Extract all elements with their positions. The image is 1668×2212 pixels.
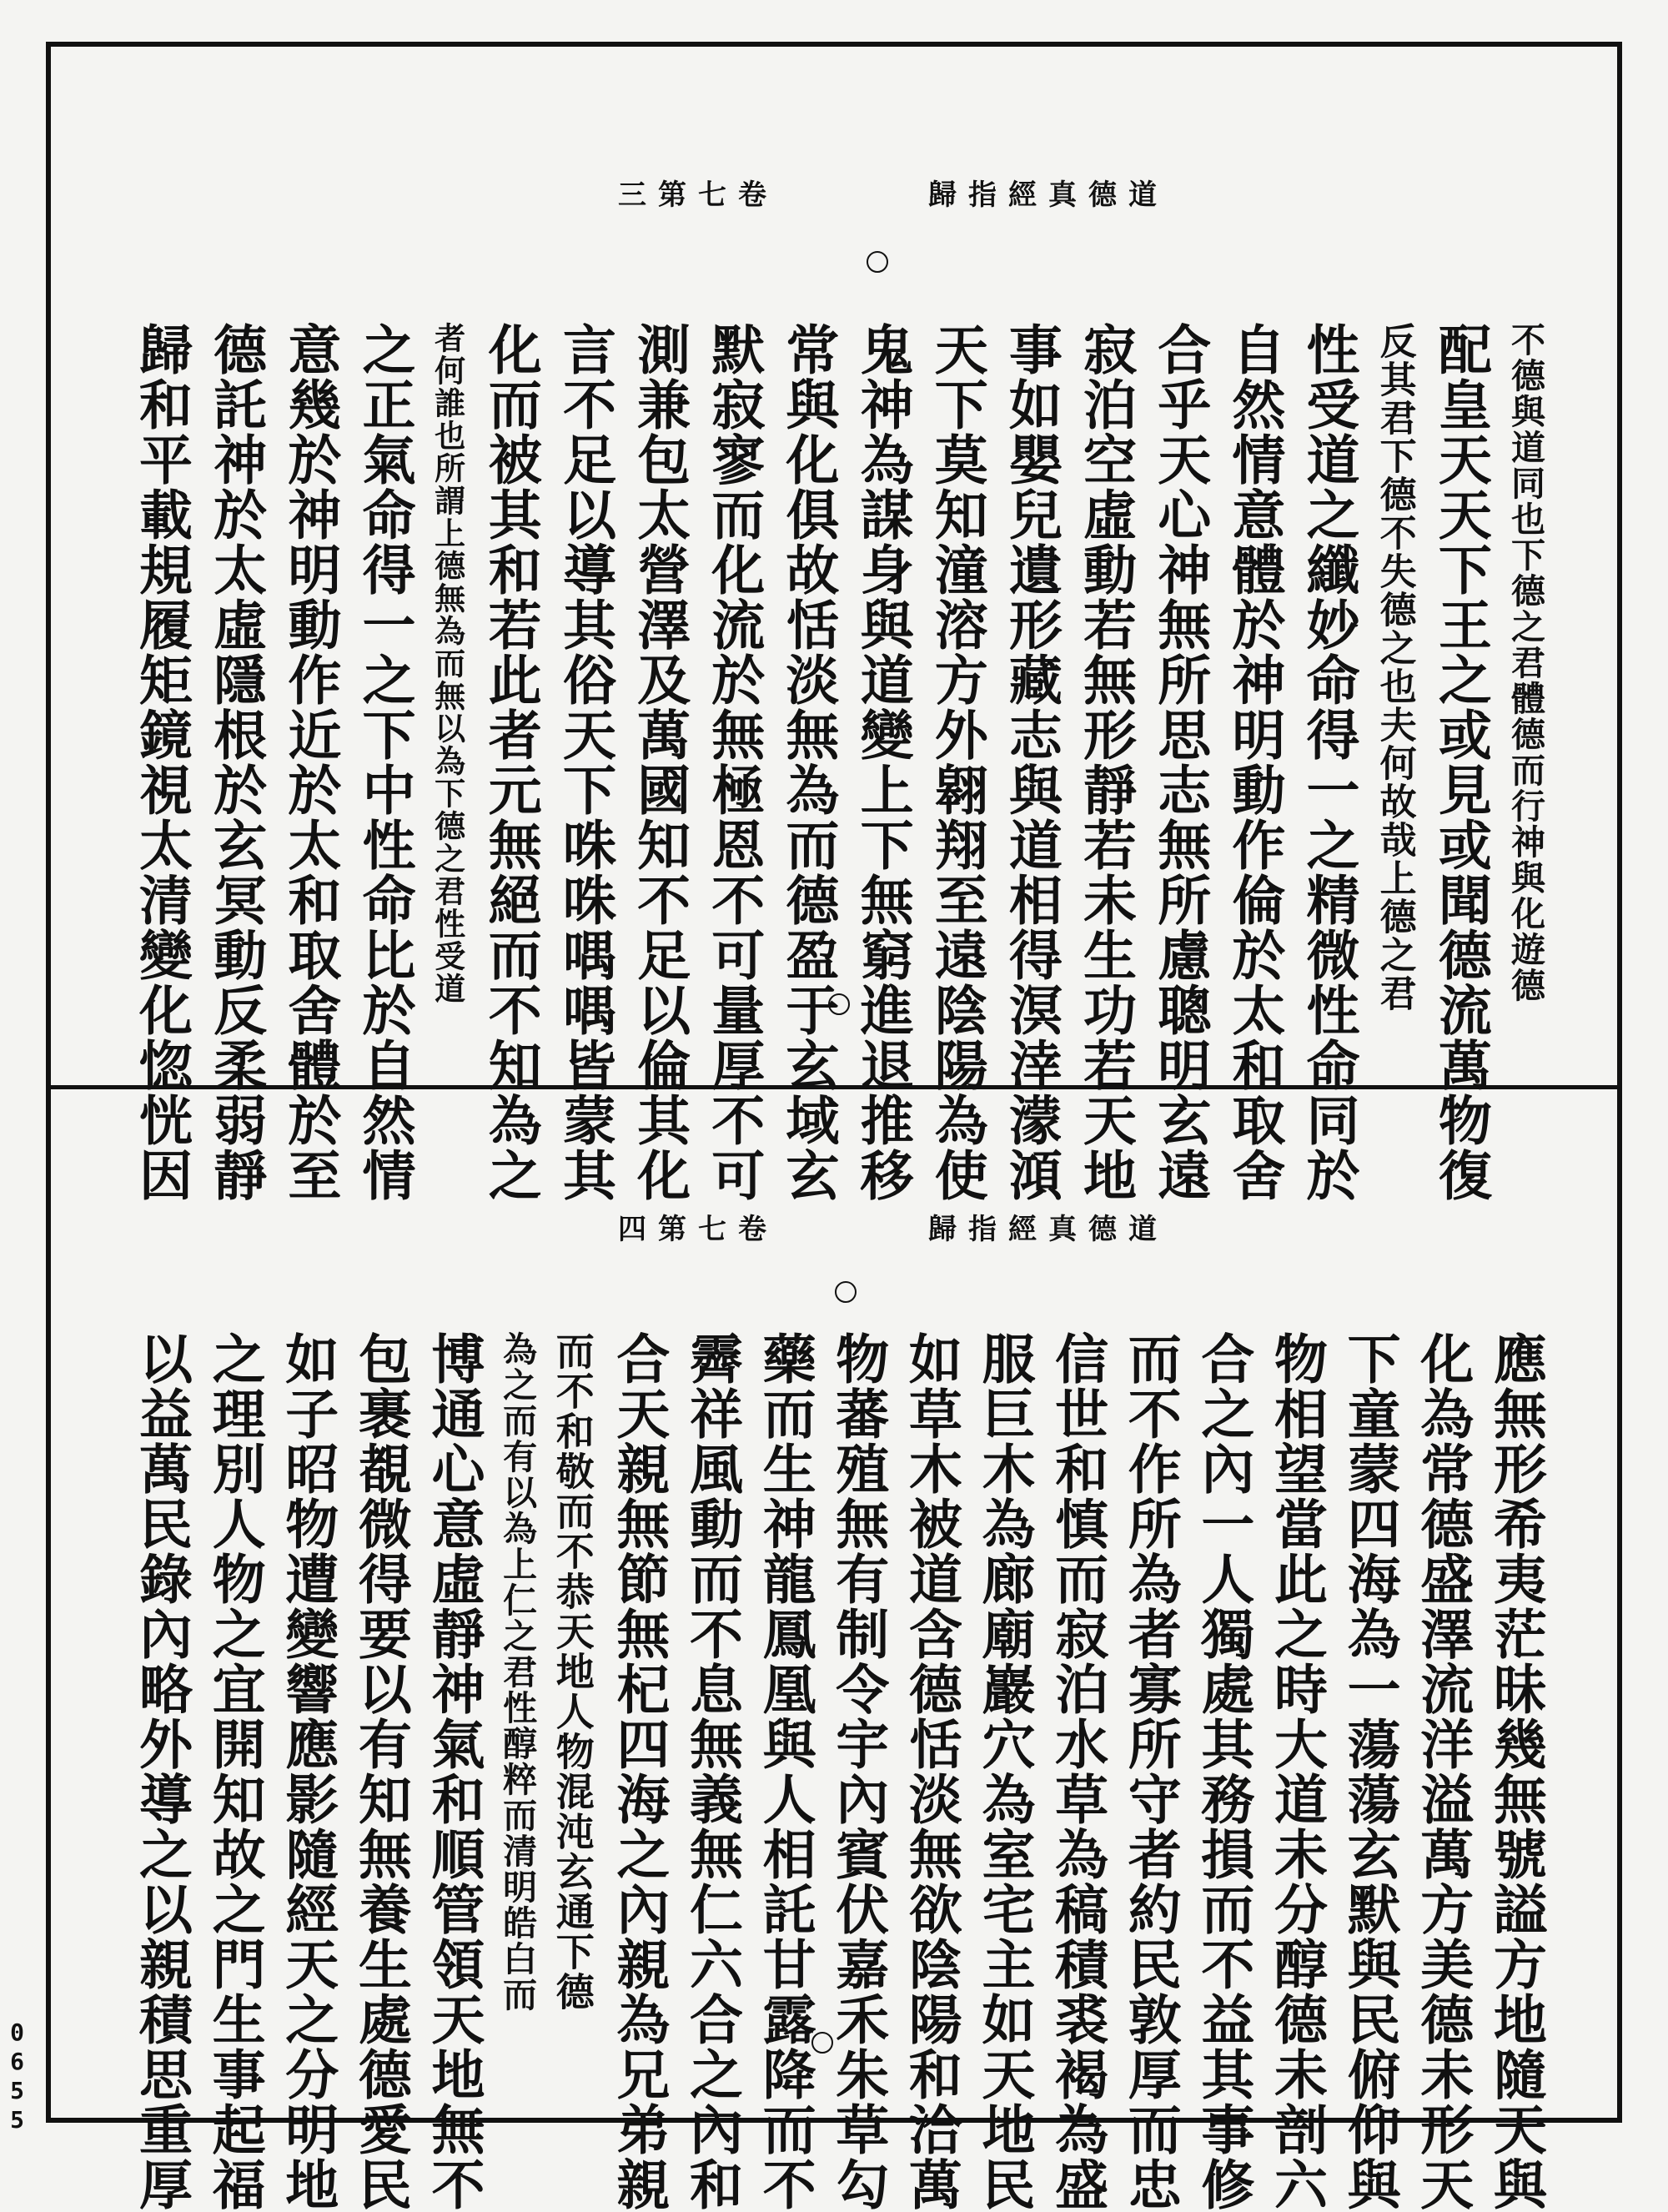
text-column: 藥而生神龍鳳凰與人相託甘露降而不 bbox=[753, 1331, 816, 2212]
text-column: 合乎天心神無所思志無所慮聰明玄遠 bbox=[1148, 322, 1212, 1203]
upper-text-columns bbox=[130, 322, 1545, 1203]
circle-mark-icon bbox=[867, 251, 888, 273]
text-column: 者何誰也所謂上德無為而無以為下德之君性受道 bbox=[429, 322, 466, 1005]
text-column: 霽祥風動而不息無義無仁六合之內和 bbox=[681, 1331, 743, 2212]
circle-mark-icon bbox=[835, 1281, 857, 1303]
text-column: 測兼包太營澤及萬國知不足以倫其化 bbox=[628, 322, 691, 1203]
text-column: 之正氣命得一之下中性命比於自然情 bbox=[353, 322, 416, 1203]
text-column: 鬼神為謀身與道變上下無窮進退推移 bbox=[851, 322, 914, 1203]
text-column: 服巨木為廊廟巖穴為室宅主如天地民 bbox=[972, 1331, 1036, 2212]
text-column: 而不作所為者寡所守者約民敦厚而忠 bbox=[1118, 1331, 1182, 2212]
lower-volume-label: 卷七第四 bbox=[618, 1213, 778, 1246]
text-column: 物相望當此之時大道未分醇德未剖六 bbox=[1265, 1331, 1328, 2212]
lower-page bbox=[51, 1089, 1617, 2212]
text-column: 天下莫知潼溶方外翱翔至遠陰陽為使 bbox=[925, 322, 988, 1203]
text-column: 而不和敬而不恭天地人物混沌玄通下德 bbox=[550, 1331, 595, 2012]
text-column: 德託神於太虛隱根於玄冥動反柔弱靜 bbox=[204, 322, 268, 1203]
upper-volume-label: 卷七第三 bbox=[618, 178, 778, 212]
text-column: 物蕃殖無有制令宇內賓伏嘉禾朱草勾 bbox=[826, 1331, 890, 2212]
text-column: 下童蒙四海為一蕩蕩玄默與民俯仰與 bbox=[1338, 1331, 1401, 2212]
page-frame bbox=[46, 42, 1622, 2212]
text-column: 寂泊空虛動若無形靜若未生功若天地 bbox=[1074, 322, 1138, 1203]
text-column: 如子昭物遭變響應影隨經天之分明地 bbox=[276, 1331, 339, 2212]
text-column: 化而被其和若此者元無絕而不知為之 bbox=[479, 322, 542, 1203]
lower-page-header bbox=[618, 1206, 1168, 1247]
text-column: 如草木被道含德恬淡無欲陰陽和洽萬 bbox=[899, 1331, 962, 2212]
text-column: 意幾於神明動作近於太和取舍體於至 bbox=[279, 322, 342, 1203]
text-column: 自然情意體於神明動作倫於太和取舍 bbox=[1223, 322, 1286, 1203]
text-column: 不德與道同也下德之君體德而行神與化遊德 bbox=[1505, 322, 1545, 1003]
lower-book-title: 道德真經指歸 bbox=[928, 1213, 1168, 1246]
text-column: 之理別人物之宜開知故之門生事起福 bbox=[203, 1331, 266, 2212]
text-column: 事如嬰兒遺形藏志與道相得溟涬濛澒 bbox=[999, 322, 1063, 1203]
text-column: 為之而有以為上仁之君性醇粹而清明皓白而 bbox=[497, 1331, 538, 2013]
text-column: 配皇天天下王之或見或聞德流萬物復 bbox=[1429, 322, 1492, 1203]
lower-text-columns bbox=[130, 1331, 1547, 2212]
text-column: 化為常德盛澤流洋溢萬方美德未形天 bbox=[1411, 1331, 1475, 2212]
upper-page-header bbox=[618, 172, 1168, 213]
upper-book-title: 道德真經指歸 bbox=[928, 178, 1168, 212]
text-column: 常與化俱故恬淡無為而德盈于玄域玄 bbox=[776, 322, 840, 1203]
text-column: 應無形希夷茫昧幾無號謚方地隨天與 bbox=[1484, 1331, 1547, 2212]
page-number: 0655 bbox=[3, 2018, 31, 2135]
text-column: 以益萬民錄內略外導之以親積思重厚 bbox=[130, 1331, 193, 2212]
text-column: 默寂寥而化流於無極恩不可量厚不可 bbox=[702, 322, 766, 1203]
text-column: 信世和慎而寂泊水草為稿積裘褐為盛 bbox=[1046, 1331, 1109, 2212]
text-column: 言不足以導其俗天下咮咮喁喁皆蒙其 bbox=[553, 322, 616, 1203]
text-column: 合天親無節無杞四海之內親為兄弟親 bbox=[607, 1331, 671, 2212]
text-column: 歸和平載規履矩鏡視太清變化惚恍因 bbox=[130, 322, 193, 1203]
text-column: 合之內一人獨處其務損而不益其事修 bbox=[1192, 1331, 1255, 2212]
text-column: 性受道之纖妙命得一之精微性命同於 bbox=[1297, 322, 1360, 1203]
text-column: 反其君下德不失德之也夫何故哉上德之君 bbox=[1373, 322, 1416, 1013]
upper-page bbox=[51, 47, 1617, 1203]
text-column: 博通心意虛靜神氣和順管領天地無不 bbox=[422, 1331, 485, 2212]
text-column: 包裹覩微得要以有知無養生處德愛民 bbox=[349, 1331, 412, 2212]
